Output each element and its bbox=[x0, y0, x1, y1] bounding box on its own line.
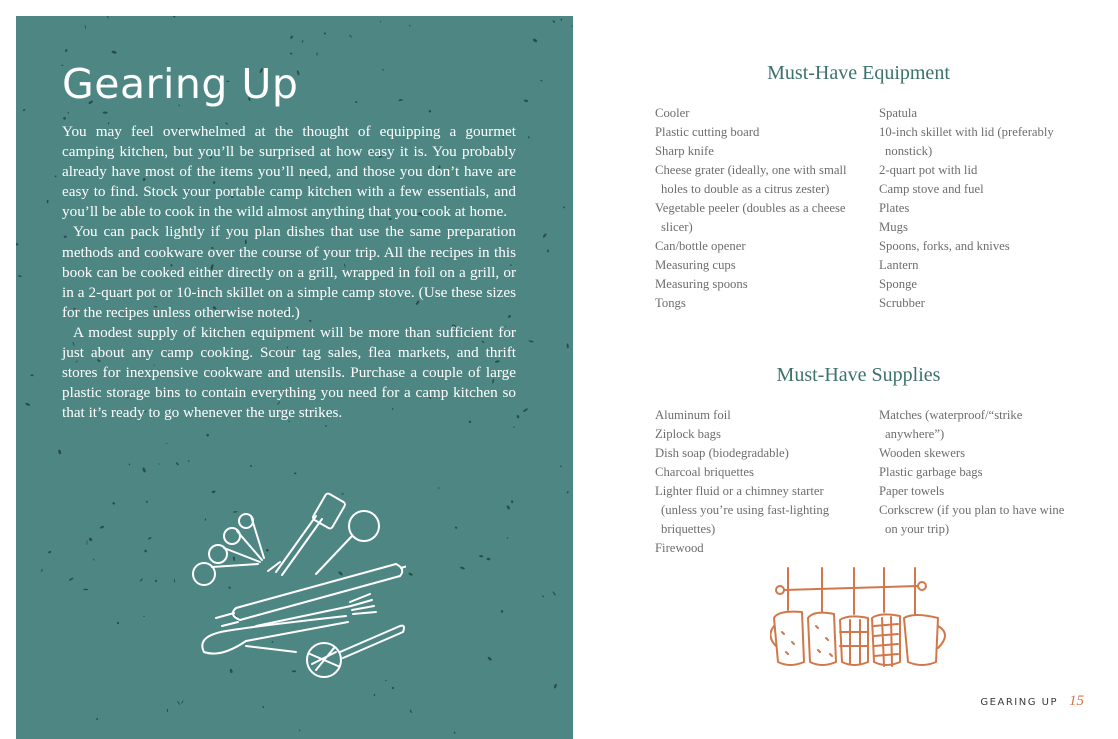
equipment-item: Plates bbox=[879, 201, 910, 215]
running-footer: GEARING UP bbox=[980, 697, 1058, 708]
equipment-item: Scrubber bbox=[879, 296, 925, 310]
page-number: 15 bbox=[1069, 693, 1084, 709]
supply-item: Ziplock bags bbox=[655, 427, 721, 441]
equipment-item: Plastic cutting board bbox=[655, 125, 760, 139]
supply-item: Firewood bbox=[655, 541, 704, 555]
hanging-mugs-icon bbox=[770, 562, 952, 672]
supplies-list-right bbox=[879, 406, 1079, 539]
supply-item: Plastic garbage bags bbox=[879, 465, 983, 479]
intro-text bbox=[62, 122, 516, 423]
supply-item: Charcoal briquettes bbox=[655, 465, 754, 479]
supplies-list-left bbox=[655, 406, 855, 558]
left-page-panel bbox=[16, 16, 573, 739]
equipment-item: 2-quart pot with lid bbox=[879, 163, 978, 177]
equipment-item: Camp stove and fuel bbox=[879, 182, 984, 196]
equipment-item: Tongs bbox=[655, 296, 686, 310]
supply-item: Lighter fluid or a chimney starter (unless you’re using fast-lighting briquettes) bbox=[655, 484, 830, 536]
equipment-item: Cheese grater (ideally, one with small holes to double as a citrus zester) bbox=[655, 163, 847, 196]
equipment-item: Sharp knife bbox=[655, 144, 714, 158]
supply-item: Aluminum foil bbox=[655, 408, 731, 422]
supply-item: Wooden skewers bbox=[879, 446, 966, 460]
supply-item: Matches (waterproof/“strike anywhere”) bbox=[879, 408, 1023, 441]
kitchen-utensils-icon bbox=[176, 476, 406, 681]
equipment-list-left bbox=[655, 104, 855, 313]
supply-item: Corkscrew (if you plan to have wine on your trip) bbox=[879, 503, 1065, 536]
equipment-item: Spoons, forks, and knives bbox=[879, 239, 1010, 253]
equipment-item: Spatula bbox=[879, 106, 918, 120]
equipment-item: Lantern bbox=[879, 258, 919, 272]
paragraph-3: A modest supply of kitchen equipment will be more than sufficient for just about any camp cooking. Scour tag sales, flea markets, and thrift stores for inexpensive cookware and utensils. Purchase a couple of large plastic storage bins to contain everything you need for a camp kitchen so that it’s ready to go whenever the urge strikes. bbox=[62, 323, 516, 422]
equipment-item: Cooler bbox=[655, 106, 690, 120]
equipment-item: Measuring cups bbox=[655, 258, 736, 272]
equipment-item: 10-inch skillet with lid (preferably nonstick) bbox=[879, 125, 1054, 158]
supplies-heading: Must-Have Supplies bbox=[776, 364, 941, 386]
equipment-item: Mugs bbox=[879, 220, 908, 234]
paragraph-1: You may feel overwhelmed at the thought of equipping a gourmet camping kitchen, but you’ll be surprised at how easy it is. You probably already have most of the items you’ll need, and those you don’t have are easy to find. Stock your portable camp kitchen with a few essentials, and you’ll be able to cook in the wild almost anything that you cook at home. bbox=[62, 123, 516, 221]
paragraph-2: You can pack lightly if you plan dishes that use the same preparation methods and cookware over the course of your trip. All the recipes in this book can be cooked either directly on a grill, wrapped in foil on a grill, or in a 2-quart pot or 10-inch skillet on a simple camp stove. (Use these sizes for the recipes unless otherwise noted.) bbox=[62, 223, 516, 321]
equipment-list-right bbox=[879, 104, 1079, 313]
supply-item: Dish soap (biodegradable) bbox=[655, 446, 789, 460]
equipment-item: Measuring spoons bbox=[655, 277, 748, 291]
equipment-item: Vegetable peeler (doubles as a cheese slicer) bbox=[655, 201, 846, 234]
equipment-item: Sponge bbox=[879, 277, 918, 291]
equipment-heading: Must-Have Equipment bbox=[767, 62, 950, 84]
equipment-item: Can/bottle opener bbox=[655, 239, 746, 253]
page-title: Gearing Up bbox=[62, 60, 299, 108]
supply-item: Paper towels bbox=[879, 484, 945, 498]
